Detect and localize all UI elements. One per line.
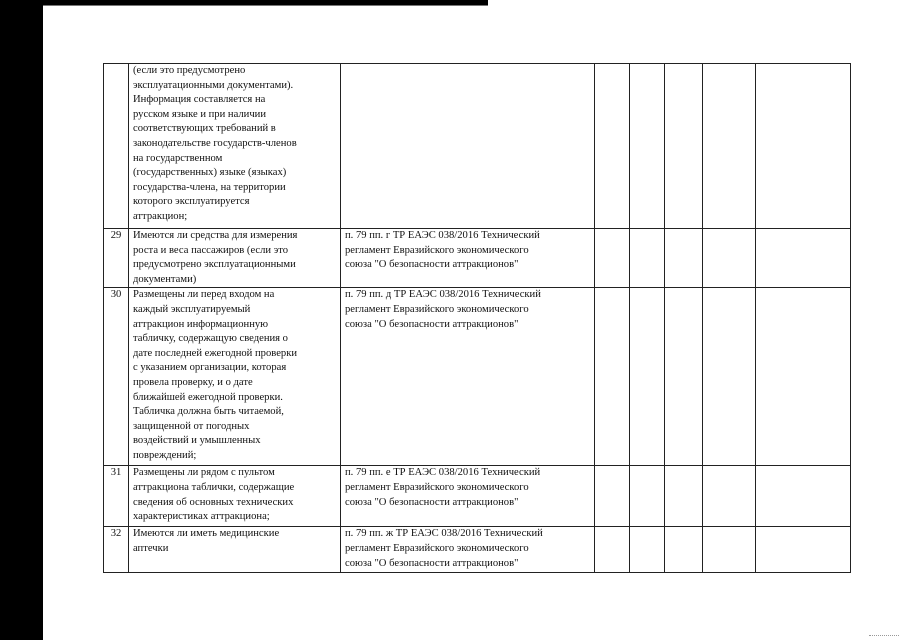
answer-no-cell xyxy=(630,466,665,527)
row-number: 31 xyxy=(104,466,129,527)
regulation-reference: п. 79 пп. д ТР ЕАЭС 038/2016 Технический регламент Евразийского экономического союза "О безопасности аттракционов" xyxy=(341,288,595,466)
answer-no-cell xyxy=(630,288,665,466)
requirement-text: Размещены ли рядом с пультом аттракциона таблички, содержащие сведения об основных технических характеристиках аттракциона; xyxy=(129,466,341,527)
answer-yes-cell xyxy=(595,288,630,466)
answer-yes-cell xyxy=(595,64,630,229)
scan-border-top-line xyxy=(43,5,488,6)
requirement-text: Размещены ли перед входом на каждый эксплуатируемый аттракцион информационную табличку, содержащую сведения о дате последней ежегодной проверки с указанием организации, которая провела проверку, и о дате ближайшей ежегодной проверки. Табличка должна быть читаемой, защищенной от погодных воздействий и умышленных повреждений; xyxy=(129,288,341,466)
row-number: 29 xyxy=(104,229,129,288)
regulation-reference: п. 79 пп. ж ТР ЕАЭС 038/2016 Технический регламент Евразийского экономического союза "О безопасности аттракционов" xyxy=(341,527,595,573)
answer-no-cell xyxy=(630,527,665,573)
notes-cell xyxy=(703,229,756,288)
answer-no-cell xyxy=(630,229,665,288)
row-number: 30 xyxy=(104,288,129,466)
notes-cell xyxy=(703,288,756,466)
remarks-cell xyxy=(756,527,851,573)
row-number xyxy=(104,64,129,229)
table-row xyxy=(104,527,851,573)
table-row xyxy=(104,64,851,229)
checklist-table xyxy=(103,63,851,573)
requirement-text: Имеются ли средства для измерения роста и веса пассажиров (если это предусмотрено эксплуатационными документами) xyxy=(129,229,341,288)
answer-na-cell xyxy=(665,527,703,573)
answer-na-cell xyxy=(665,288,703,466)
table-row xyxy=(104,229,851,288)
remarks-cell xyxy=(756,466,851,527)
scan-border-left xyxy=(0,0,43,640)
row-number: 32 xyxy=(104,527,129,573)
answer-yes-cell xyxy=(595,466,630,527)
remarks-cell xyxy=(756,229,851,288)
answer-yes-cell xyxy=(595,229,630,288)
answer-yes-cell xyxy=(595,527,630,573)
remarks-cell xyxy=(756,288,851,466)
answer-na-cell xyxy=(665,64,703,229)
table-row xyxy=(104,466,851,527)
regulation-reference xyxy=(341,64,595,229)
notes-cell xyxy=(703,466,756,527)
answer-na-cell xyxy=(665,466,703,527)
notes-cell xyxy=(703,527,756,573)
answer-no-cell xyxy=(630,64,665,229)
regulation-reference: п. 79 пп. е ТР ЕАЭС 038/2016 Технический регламент Евразийского экономического союза "О безопасности аттракционов" xyxy=(341,466,595,527)
scan-noise xyxy=(869,635,899,639)
requirement-text: (если это предусмотрено эксплуатационными документами). Информация составляется на русском языке и при наличии соответствующих требований в законодательстве государств-членов на государственном (государственных) языке (языках) государства-члена, на территории которого эксплуатируется аттракцион; xyxy=(129,64,341,229)
table-row xyxy=(104,288,851,466)
requirement-text: Имеются ли иметь медицинские аптечки xyxy=(129,527,341,573)
answer-na-cell xyxy=(665,229,703,288)
remarks-cell xyxy=(756,64,851,229)
notes-cell xyxy=(703,64,756,229)
regulation-reference: п. 79 пп. г ТР ЕАЭС 038/2016 Технический регламент Евразийского экономического союза "О безопасности аттракционов" xyxy=(341,229,595,288)
